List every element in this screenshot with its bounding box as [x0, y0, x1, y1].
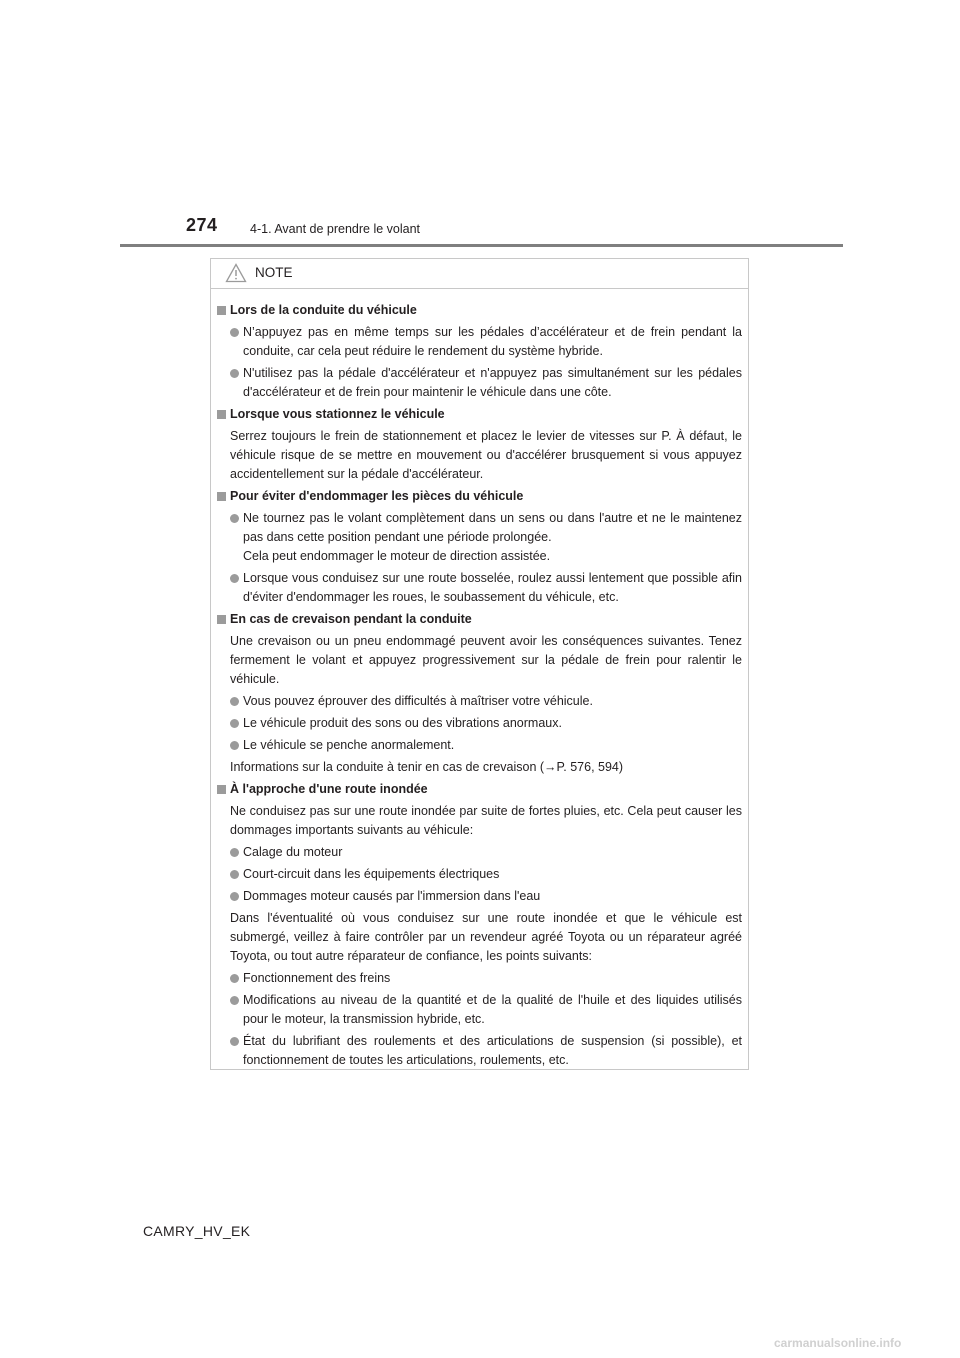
warning-triangle-icon: [225, 263, 247, 283]
circle-bullet-icon: [230, 514, 239, 523]
note-section: [217, 610, 742, 777]
section-heading: [217, 610, 742, 629]
paragraph: Serrez toujours le frein de stationnement et placez le levier de vitesses sur P. À défaut, le véhicule risque de se mettre en mouvement ou d'accélérer brusquement si vous appuyez accidentellement sur la pédale d'accélérateur.: [230, 429, 742, 481]
bullet-item: [230, 969, 742, 988]
note-section: [217, 405, 742, 484]
circle-bullet-icon: [230, 719, 239, 728]
bullet-text: Le véhicule produit des sons ou des vibrations anormaux.: [243, 716, 562, 730]
circle-bullet-icon: [230, 870, 239, 879]
bullet-item: [230, 323, 742, 361]
section-heading: [217, 405, 742, 424]
note-section: [217, 301, 742, 402]
watermark: carmanualsonline.info: [774, 1336, 902, 1350]
circle-bullet-icon: [230, 574, 239, 583]
bullet-text: Ne tournez pas le volant complètement dans un sens ou dans l'autre et ne le maintenez pas dans cette position pendant une période prolongée. Cela peut endommager le moteur de direction assistée.: [243, 511, 742, 563]
bullet-text: N'utilisez pas la pédale d'accélérateur et n'appuyez pas simultanément sur les pédales d'accélérateur et de frein pour maintenir le véhicule dans une côte.: [243, 366, 742, 399]
section-heading: [217, 301, 742, 320]
model-code: CAMRY_HV_EK: [143, 1223, 251, 1239]
paragraph: Une crevaison ou un pneu endommagé peuvent avoir les conséquences suivantes. Tenez fermement le volant et appuyez progressivement sur la pédale de frein pour ralentir le véhicule.: [230, 634, 742, 686]
section-heading: [217, 780, 742, 799]
section-heading: [217, 487, 742, 506]
header-divider: [120, 244, 843, 247]
circle-bullet-icon: [230, 1037, 239, 1046]
paragraph: Dans l'éventualité où vous conduisez sur une route inondée et que le véhicule est submergé, veillez à faire contrôler par un revendeur agréé Toyota ou un réparateur agréé Toyota, ou tout autre réparateur de confiance, les points suivants:: [230, 911, 742, 963]
circle-bullet-icon: [230, 996, 239, 1005]
page-number: 274: [186, 215, 218, 235]
note-section: [217, 780, 742, 1070]
chapter-section-title: 4-1. Avant de prendre le volant: [250, 222, 421, 236]
section-heading-text: Pour éviter d'endommager les pièces du véhicule: [230, 489, 524, 503]
note-body: [211, 289, 748, 1070]
paragraph: Ne conduisez pas sur une route inondée par suite de fortes pluies, etc. Cela peut causer les dommages importants suivants au véhicule:: [230, 804, 742, 837]
square-bullet-icon: [217, 410, 226, 419]
bullet-text: Modifications au niveau de la quantité et de la qualité de l'huile et des liquides utilisés pour le moteur, la transmission hybride, etc.: [243, 993, 742, 1026]
bullet-text: Calage du moteur: [243, 845, 343, 859]
bullet-item: [230, 887, 742, 906]
bullet-text: Dommages moteur causés par l'immersion dans l'eau: [243, 889, 541, 903]
section-heading-text: À l'approche d'une route inondée: [230, 782, 428, 796]
bullet-item: [230, 843, 742, 862]
circle-bullet-icon: [230, 697, 239, 706]
square-bullet-icon: [217, 306, 226, 315]
bullet-text: Court-circuit dans les équipements électriques: [243, 867, 500, 881]
square-bullet-icon: [217, 785, 226, 794]
bullet-item: [230, 364, 742, 402]
bullet-item: [230, 569, 742, 607]
square-bullet-icon: [217, 492, 226, 501]
bullet-item: [230, 509, 742, 566]
section-heading-text: Lors de la conduite du véhicule: [230, 303, 417, 317]
circle-bullet-icon: [230, 328, 239, 337]
bullet-item: [230, 1032, 742, 1070]
bullet-text: Fonctionnement des freins: [243, 971, 391, 985]
bullet-item: [230, 865, 742, 884]
bullet-item: [230, 736, 742, 755]
section-heading-text: Lorsque vous stationnez le véhicule: [230, 407, 445, 421]
paragraph: Informations sur la conduite à tenir en cas de crevaison (→P. 576, 594): [230, 760, 624, 774]
circle-bullet-icon: [230, 974, 239, 983]
bullet-item: [230, 991, 742, 1029]
section-heading-text: En cas de crevaison pendant la conduite: [230, 612, 472, 626]
square-bullet-icon: [217, 615, 226, 624]
bullet-item: [230, 714, 742, 733]
circle-bullet-icon: [230, 369, 239, 378]
bullet-text: Vous pouvez éprouver des difficultés à maîtriser votre véhicule.: [243, 694, 593, 708]
bullet-item: [230, 692, 742, 711]
circle-bullet-icon: [230, 892, 239, 901]
note-section: [217, 487, 742, 607]
bullet-text: État du lubrifiant des roulements et des articulations de suspension (si possible), et fonctionnement de toutes les articulations, roulements, etc.: [243, 1034, 742, 1067]
circle-bullet-icon: [230, 848, 239, 857]
bullet-text: N’appuyez pas en même temps sur les pédales d’accélérateur et de frein pendant la conduite, car cela peut réduire le rendement du système hybride.: [243, 325, 742, 358]
note-header: [211, 259, 748, 289]
circle-bullet-icon: [230, 741, 239, 750]
bullet-text: Le véhicule se penche anormalement.: [243, 738, 455, 752]
note-label: NOTE: [255, 265, 293, 280]
bullet-text: Lorsque vous conduisez sur une route bosselée, roulez aussi lentement que possible afin d'éviter d'endommager les roues, le soubassement du véhicule, etc.: [243, 571, 742, 604]
note-box: [210, 258, 749, 1070]
